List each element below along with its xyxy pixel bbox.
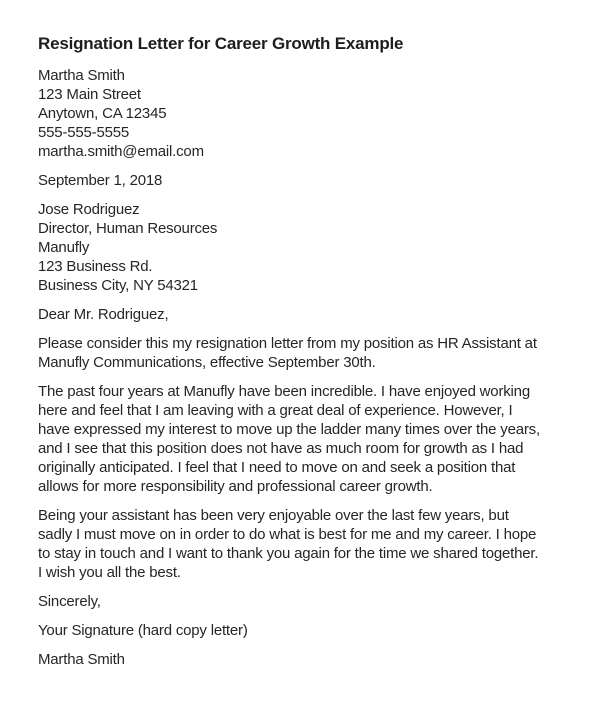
signature-placeholder: Your Signature (hard copy letter) — [38, 622, 248, 639]
sender-street: 123 Main Street — [38, 86, 141, 103]
body-paragraph-2: The past four years at Manufly have been incredible. I have enjoyed working here and feel that I am leaving with a great deal of experience. However, I have expressed my interest to move up the ladder many times over the years, and I see that this position does not have as much room for growth as I had originally anticipated. I feel that I need to move on and seek a position that allows for more responsibility and professional career growth. — [38, 383, 540, 495]
recipient-city-state-zip: Business City, NY 54321 — [38, 277, 198, 294]
closing: Sincerely, — [38, 593, 101, 610]
page-title: Resignation Letter for Career Growth Example — [38, 34, 404, 53]
sender-city-state-zip: Anytown, CA 12345 — [38, 105, 167, 122]
recipient-company: Manufly — [38, 239, 90, 256]
letter-date: September 1, 2018 — [38, 172, 163, 189]
signature-block — [38, 592, 544, 669]
recipient-name: Jose Rodriguez — [38, 201, 140, 218]
body-paragraph-1: Please consider this my resignation letter from my position as HR Assistant at Manufly Communications, effective September 30th. — [38, 335, 537, 371]
sender-email: martha.smith@email.com — [38, 143, 204, 160]
sender-name: Martha Smith — [38, 67, 125, 84]
body-paragraph-3: Being your assistant has been very enjoyable over the last few years, but sadly I must move on in order to do what is best for me and my career. I hope to stay in touch and I want to thank you again for the time we shared together. I wish you all the best. — [38, 507, 539, 581]
sender-phone: 555-555-5555 — [38, 124, 130, 141]
sender-address-block — [38, 66, 544, 161]
recipient-job-title: Director, Human Resources — [38, 220, 218, 237]
recipient-address-block — [38, 200, 544, 295]
salutation: Dear Mr. Rodriguez, — [38, 306, 169, 323]
recipient-street: 123 Business Rd. — [38, 258, 153, 275]
signature-name: Martha Smith — [38, 651, 125, 668]
